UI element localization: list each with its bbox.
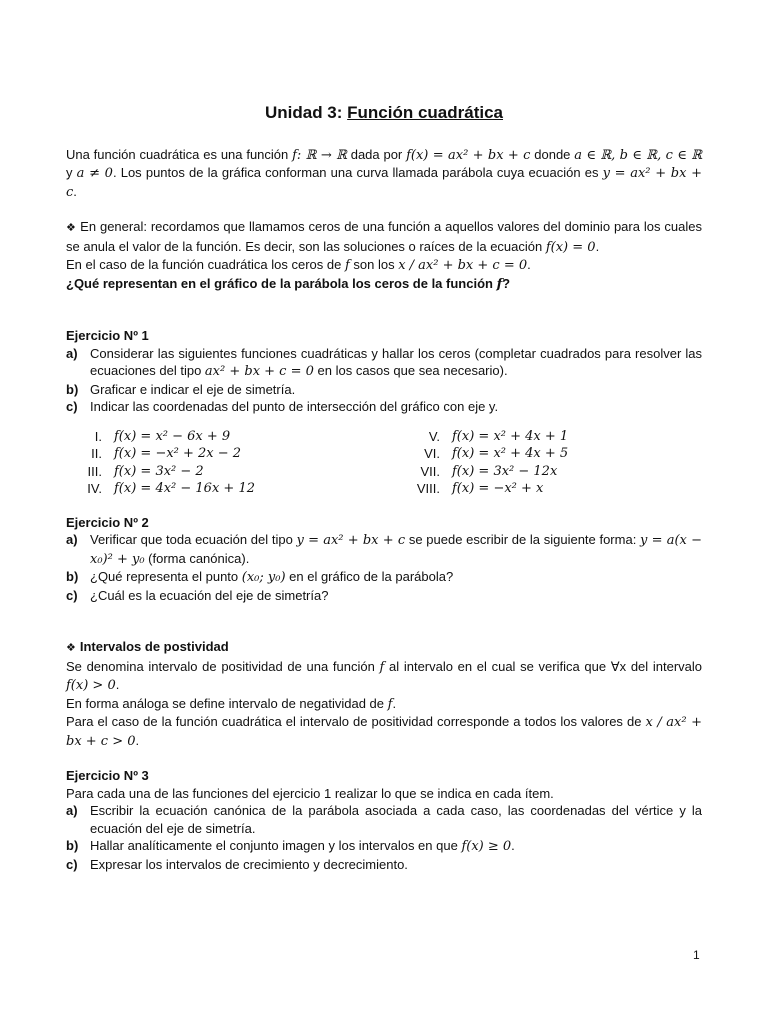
function-formula: f(x) = 3x² − 2 [114,463,204,479]
title-underlined: Función cuadrática [347,103,504,122]
exercise-3-item-b: b) Hallar analíticamente el conjunto imagen y los intervalos en que f(x) ≥ 0. [66,838,515,854]
intervals-heading: ❖ Intervalos de postividad [66,639,229,654]
exercise-3-heading: Ejercicio Nº 3 [66,768,149,783]
exercise-2-item-a: a) Verificar que toda ecuación del tipo y = ax² + bx + c se puede escribir de la siguiente forma: y = a(x − x₀)² + y₀ (forma canónica). [66,532,702,567]
function-formula: f(x) = x² − 6x + 9 [114,428,231,444]
intro-paragraph: Una función cuadrática es una función f: ℝ → ℝ dada por f(x) = ax² + bx + c donde a ∈ ℝ, b ∈ ℝ, c ∈ ℝ y a ≠ 0. Los puntos de la gráfica conforman una curva llamada parábola cuya ecuación es y = ax² + bx + c. [66,146,702,200]
document-page [66,104,702,873]
exercise-2-item-c: c) ¿Cuál es la ecuación del eje de simetría? [66,587,329,603]
general-question: ¿Qué representan en el gráfico de la parábola los ceros de la función f? [66,275,511,292]
function-number: VI. [424,446,440,461]
intervals-definition: Se denomina intervalo de positividad de una función f al intervalo en el cual se verifica que ∀x del intervalo f(x) > 0. [66,658,702,693]
intervals-quadratic: Para el caso de la función cuadrática el intervalo de positividad corresponde a todos los valores de x / ax² + bx + c > 0. [66,714,703,749]
exercise-2-heading: Ejercicio Nº 2 [66,514,149,530]
intervals-negativity: En forma análoga se define intervalo de negatividad de f. [66,695,397,712]
function-formula: f(x) = 3x² − 12x [452,463,558,479]
exercise-3-item-c: c) Expresar los intervalos de crecimiento y decrecimiento. [66,856,408,872]
exercise-2-item-b: b) ¿Qué representa el punto (x₀; y₀) en el gráfico de la parábola? [66,569,454,585]
exercise-3-item-a: a) Escribir la ecuación canónica de la parábola asociada a cada caso, las coordenadas del vértice y la ecuación del eje de simetría. [66,803,702,836]
function-number: VIII. [416,481,440,496]
exercise-1-item-a: a) Considerar las siguientes funciones cuadráticas y hallar los ceros (completar cuadrados para resolver las ecuaciones del tipo ax² + bx + c = 0 en los casos que sea necesario). [66,345,702,379]
exercise-1-heading: Ejercicio Nº 1 [66,328,149,343]
function-formula: f(x) = 4x² − 16x + 12 [114,481,255,496]
function-number: VII. [420,463,440,479]
function-number: IV. [87,481,102,496]
exercise-1-item-c: c) Indicar las coordenadas del punto de intersección del gráfico con eje y. [66,399,499,414]
function-number: III. [87,463,102,479]
function-number: V. [428,428,440,444]
function-number: I. [94,428,102,444]
general-zeros-line: En el caso de la función cuadrática los ceros de f son los x / ax² + bx + c = 0. [66,257,531,273]
diamond-bullet-icon: ❖ [66,222,77,234]
function-formula: f(x) = −x² + x [452,481,544,496]
exercise-1-item-b: b) Graficar e indicar el eje de simetría. [66,381,296,397]
function-number: II. [91,446,102,461]
diamond-bullet-icon: ❖ [66,642,76,654]
exercise-3-intro: Para cada una de las funciones del ejercicio 1 realizar lo que se indica en cada ítem. [66,785,554,801]
functions-list [66,428,702,498]
function-formula: f(x) = x² + 4x + 5 [452,446,569,461]
page-number: 1 [693,948,700,962]
general-paragraph: ❖ En general: recordamos que llamamos ceros de una función a aquellos valores del dominio para los cuales se anula el valor de la función. Es decir, son las soluciones o raíces de la ecuación f(x) = 0. [66,219,702,255]
function-formula: f(x) = −x² + 2x − 2 [114,446,242,461]
function-formula: f(x) = x² + 4x + 1 [452,428,569,444]
page-title: Unidad 3: Función cuadrática [264,103,504,122]
